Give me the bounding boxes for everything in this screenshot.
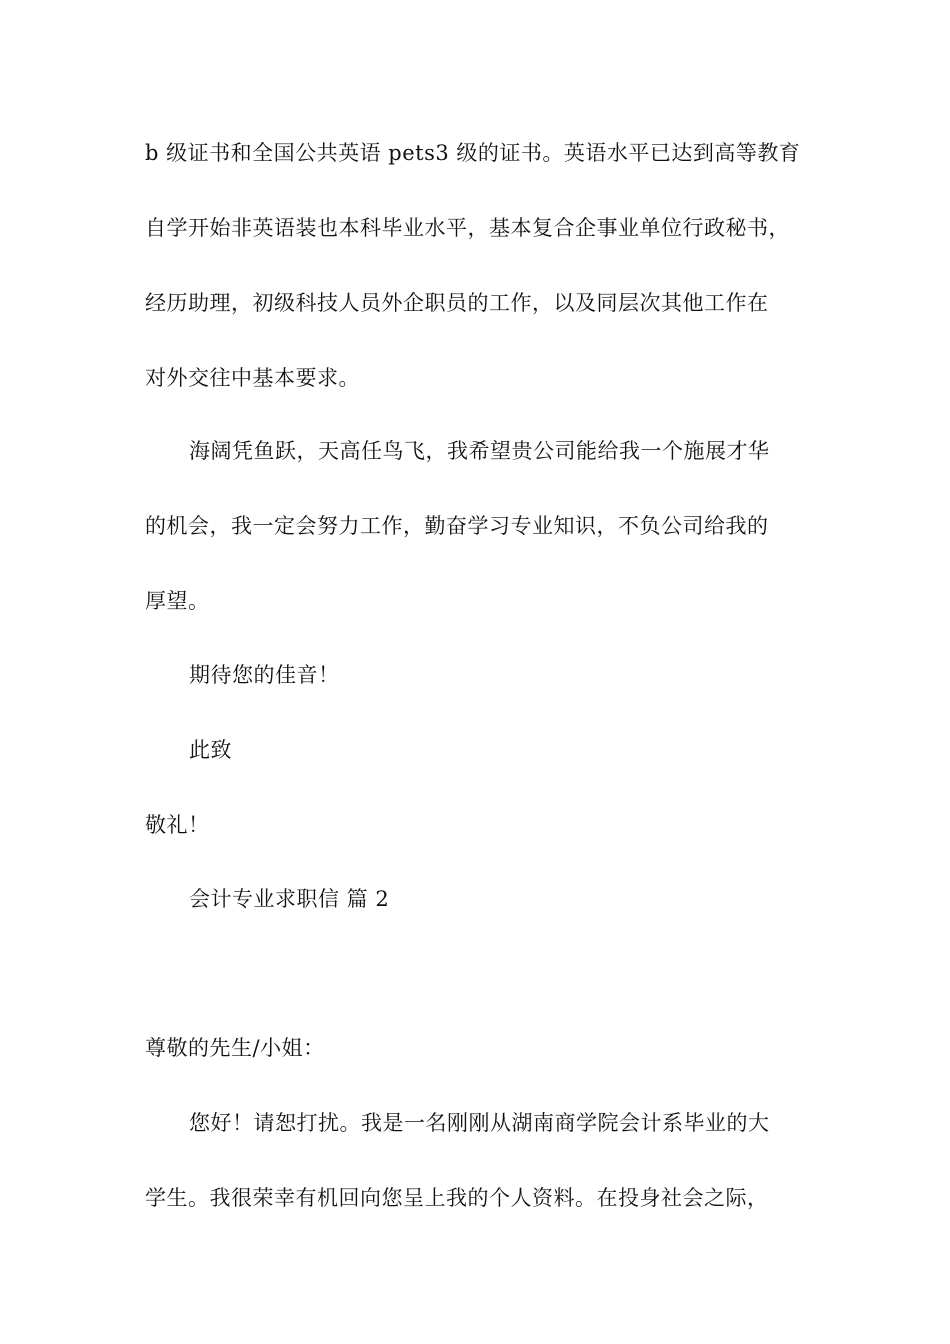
body-text-line: b 级证书和全国公共英语 pets3 级的证书。英语水平已达到高等教育	[145, 141, 801, 165]
salutation-close: 此致	[189, 738, 232, 762]
body-text-line: 自学开始非英语装也本科毕业水平，基本复合企事业单位行政秘书，	[145, 216, 790, 240]
body-text-line: 经历助理，初级科技人员外企职员的工作，以及同层次其他工作在	[145, 291, 769, 315]
body-text-line: 学生。我很荣幸有机回向您呈上我的个人资料。在投身社会之际，	[145, 1186, 769, 1210]
section-heading: 会计专业求职信 篇 2	[189, 887, 390, 911]
body-text-line: 厚望。	[145, 589, 210, 613]
greeting-line: 尊敬的先生/小姐：	[145, 1036, 325, 1060]
body-text-line: 的机会，我一定会努力工作，勤奋学习专业知识，不负公司给我的	[145, 514, 769, 538]
salutation-regards: 敬礼！	[145, 813, 210, 837]
paragraph-start-line: 海阔凭鱼跃，天高任鸟飞，我希望贵公司能给我一个施展才华	[189, 439, 770, 463]
paragraph-start-line: 您好！请恕打扰。我是一名刚刚从湖南商学院会计系毕业的大	[189, 1111, 770, 1135]
body-text-line: 对外交往中基本要求。	[145, 366, 360, 390]
closing-line: 期待您的佳音！	[189, 663, 340, 687]
